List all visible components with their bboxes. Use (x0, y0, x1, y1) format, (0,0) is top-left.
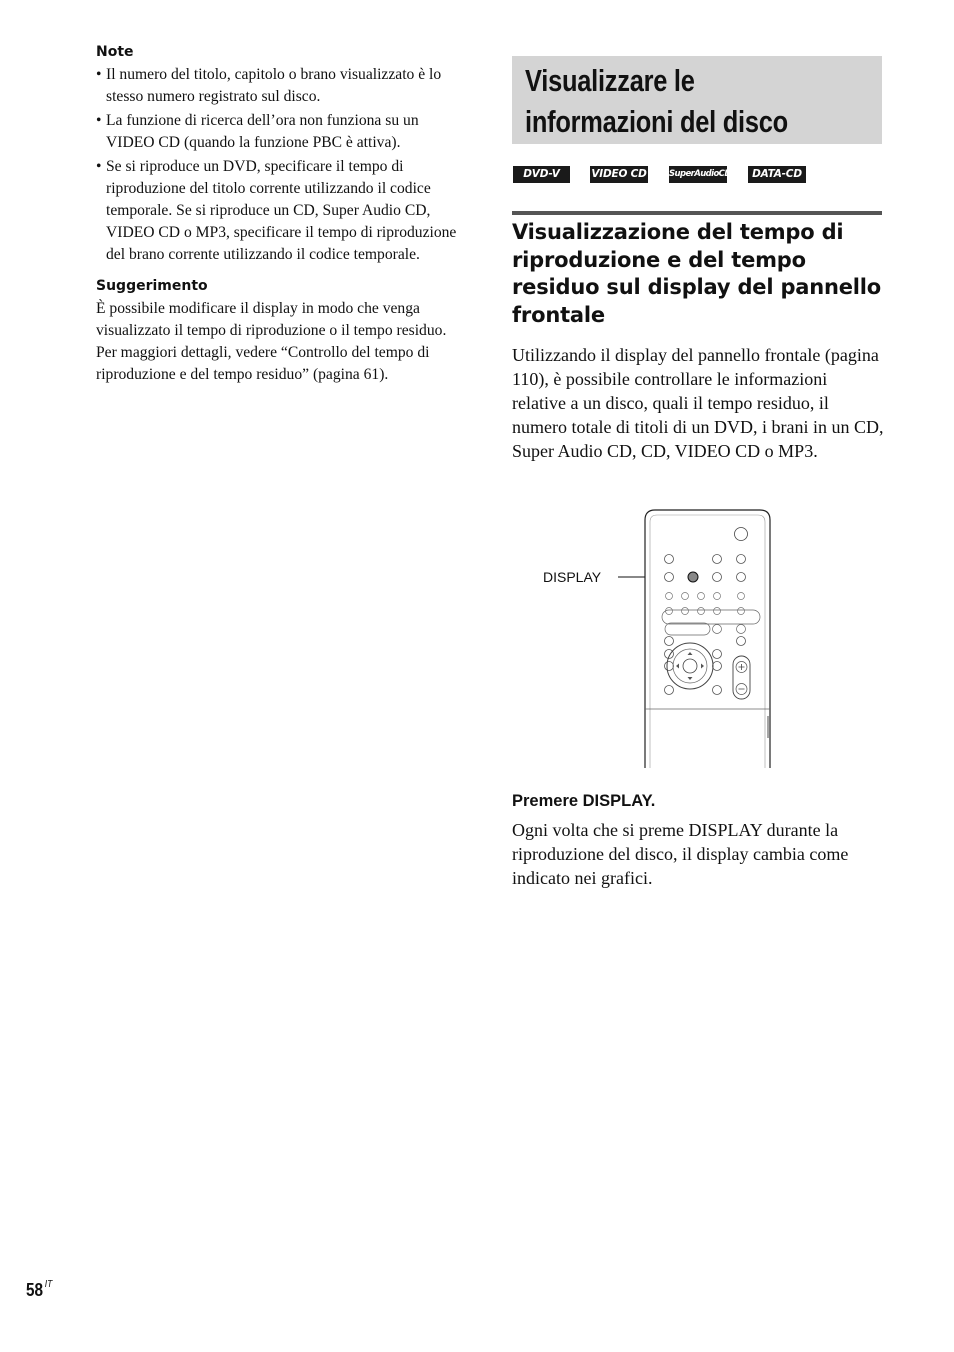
note-item: • Il numero del titolo, capitolo o brano visualizzato è lo stesso numero registrato sul disco. (96, 66, 442, 105)
chapter-title: Visualizzare le informazioni del disco (525, 63, 788, 139)
intro-paragraph: Utilizzando il display del pannello frontale (pagina 110), è possibile controllare le informazioni relative a un disco, quali il tempo residuo, il numero totale di titoli di un DVD, i brani in un CD, Super Audio CD, CD, VIDEO CD o MP3. (512, 345, 884, 461)
display-button-icon (688, 572, 698, 582)
remote-control-illustration (540, 506, 780, 770)
tip-text: È possibile modificare il display in modo che venga visualizzato il tempo di riproduzione o il tempo residuo. Per maggiori dettagli, vedere “Controllo del tempo di riproduzione e del tempo residuo” (pagina 61). (96, 300, 447, 383)
bullet-mark: • (96, 112, 102, 129)
badge-super-audio-cd: SuperAudioCD (669, 166, 727, 183)
remote-body (645, 510, 770, 768)
badge-dvd-v: DVD-V (513, 166, 570, 183)
chapter-title-box (512, 56, 882, 144)
badge-video-cd: VIDEO CD (590, 166, 648, 183)
tip-heading: Suggerimento (96, 278, 208, 294)
display-label: DISPLAY (543, 569, 602, 585)
language-suffix: IT (44, 1279, 53, 1290)
note-list (96, 64, 468, 266)
section-title: Visualizzazione del tempo di riproduzione e del tempo residuo sul display del pannello frontale (512, 220, 882, 327)
badge-data-cd: DATA-CD (748, 166, 806, 183)
left-column (96, 44, 468, 386)
bullet-mark: • (96, 66, 102, 83)
note-heading: Note (96, 44, 134, 60)
page-number: 58 $^{IT}$ (26, 1279, 53, 1300)
note-item: • La funzione di ricerca dell’ora non funziona su un VIDEO CD (quando la funzione PBC è attiva). (96, 112, 419, 151)
note-item: • Se si riproduce un DVD, specificare il tempo di riproduzione del titolo corrente utilizzando il codice temporale. Se si riproduce un CD, Super Audio CD, VIDEO CD o MP3, specificare il tempo di riproduzione del brano corrente utilizzando il codice temporale. (96, 158, 457, 263)
step-heading: Premere DISPLAY. (512, 792, 656, 810)
section-rule (512, 211, 882, 215)
step-paragraph: Ogni volta che si preme DISPLAY durante la riproduzione del disco, il display cambia come indicato nei grafici. (512, 820, 849, 888)
bullet-mark: • (96, 158, 102, 175)
